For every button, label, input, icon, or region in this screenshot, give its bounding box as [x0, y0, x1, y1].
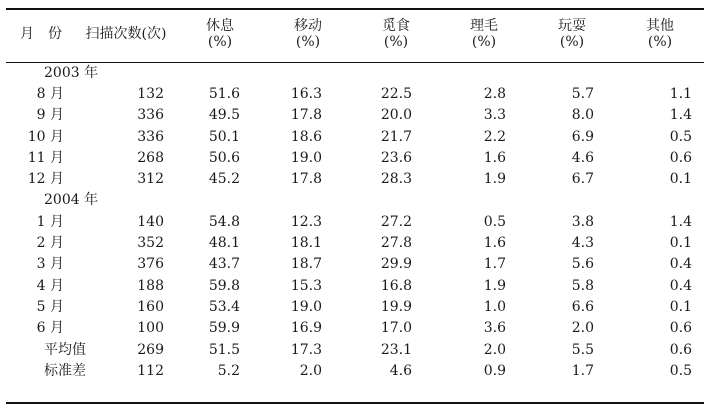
header-feed: [352, 0, 440, 62]
table-row: [6, 254, 704, 275]
cell-rest: 49.5: [208, 107, 240, 124]
cell-groom: 0.5: [483, 213, 506, 230]
cell-groom: 0.9: [483, 362, 506, 379]
cell-groom: 2.8: [483, 85, 506, 102]
cell-other: 0.1: [669, 235, 692, 252]
cell-month: 2 月: [36, 235, 64, 252]
cell-other: 0.6: [669, 341, 692, 358]
cell-feed: 29.9: [380, 256, 412, 273]
cell-other: 0.6: [669, 149, 692, 166]
cell-feed: 23.1: [380, 341, 412, 358]
cell-month: 1 月: [36, 213, 64, 230]
cell-other: 1.1: [669, 85, 692, 102]
cell-play: 5.5: [571, 341, 594, 358]
cell-scans: 352: [137, 235, 164, 252]
cell-rest: 5.2: [217, 362, 240, 379]
cell-move: 17.8: [290, 171, 322, 188]
cell-month: 4 月: [36, 277, 64, 294]
year-row-2003: [6, 62, 704, 83]
cell-play: 4.3: [571, 235, 594, 252]
cell-month: 11 月: [27, 149, 64, 166]
cell-rest: 45.2: [208, 171, 240, 188]
header-scans: 扫描次数(次): [85, 26, 167, 42]
cell-month: 3 月: [36, 256, 64, 273]
cell-other: 0.4: [669, 256, 692, 273]
cell-play: 3.8: [571, 213, 594, 230]
table-row: [6, 105, 704, 126]
cell-move: 12.3: [290, 213, 322, 230]
cell-rest: 51.5: [208, 341, 240, 358]
cell-rest: 59.8: [208, 277, 240, 294]
cell-rest: 51.6: [208, 85, 240, 102]
header-move: [264, 0, 352, 62]
header-groom-unit: (%): [471, 34, 497, 50]
cell-scans: 336: [137, 128, 164, 145]
cell-scans: 312: [137, 171, 164, 188]
cell-rest: 59.9: [208, 320, 240, 337]
cell-move: 18.1: [290, 235, 322, 252]
cell-rest: 50.6: [208, 149, 240, 166]
cell-other: 0.4: [669, 277, 692, 294]
table-row: [6, 275, 704, 296]
cell-groom: 1.0: [483, 298, 506, 315]
cell-groom: 1.7: [483, 256, 506, 273]
cell-play: 1.7: [571, 362, 594, 379]
year-label-2004: 2004 年: [44, 192, 99, 209]
cell-move: 19.0: [290, 298, 322, 315]
cell-groom: 1.6: [483, 149, 506, 166]
cell-other: 0.1: [669, 171, 692, 188]
cell-play: 6.9: [571, 128, 594, 145]
cell-summary-label: 平均值: [44, 341, 86, 358]
cell-groom: 1.6: [483, 235, 506, 252]
cell-month: 5 月: [36, 298, 64, 315]
header-rest-unit: (%): [207, 34, 233, 50]
table-row: [6, 232, 704, 253]
header-other-label: 其他: [646, 18, 674, 34]
header-groom-label: 理毛: [470, 18, 498, 34]
table-row: [6, 211, 704, 232]
table-row: [6, 318, 704, 339]
header-rest: [176, 0, 264, 62]
header-other-unit: (%): [647, 34, 673, 50]
summary-row-stddev: [6, 360, 704, 381]
cell-play: 5.6: [571, 256, 594, 273]
table-header-row: [6, 0, 704, 62]
cell-other: 0.6: [669, 320, 692, 337]
header-other: [616, 0, 704, 62]
cell-move: 2.0: [299, 362, 322, 379]
cell-other: 0.5: [669, 362, 692, 379]
summary-row-mean: [6, 339, 704, 360]
cell-scans: 188: [137, 277, 164, 294]
cell-summary-label: 标准差: [44, 362, 86, 379]
cell-feed: 4.6: [389, 362, 412, 379]
cell-scans: 268: [137, 149, 164, 166]
cell-groom: 1.9: [483, 171, 506, 188]
cell-feed: 21.7: [380, 128, 412, 145]
header-feed-label: 觅食: [382, 18, 410, 34]
cell-other: 0.5: [669, 128, 692, 145]
cell-rest: 54.8: [208, 213, 240, 230]
cell-move: 16.3: [290, 85, 322, 102]
table-row: [6, 147, 704, 168]
table-row: [6, 296, 704, 317]
cell-month: 10 月: [27, 128, 64, 145]
cell-month: 6 月: [36, 320, 64, 337]
header-play-unit: (%): [559, 34, 585, 50]
cell-scans: 336: [137, 107, 164, 124]
cell-other: 1.4: [669, 213, 692, 230]
cell-feed: 23.6: [380, 149, 412, 166]
cell-play: 6.7: [571, 171, 594, 188]
cell-scans: 376: [137, 256, 164, 273]
cell-other: 0.1: [669, 298, 692, 315]
header-groom: [440, 0, 528, 62]
cell-feed: 27.8: [380, 235, 412, 252]
header-move-unit: (%): [295, 34, 321, 50]
year-label-2003: 2003 年: [44, 64, 99, 81]
cell-feed: 20.0: [380, 107, 412, 124]
cell-feed: 28.3: [380, 171, 412, 188]
cell-feed: 19.9: [380, 298, 412, 315]
cell-move: 15.3: [290, 277, 322, 294]
table-bottom-rule: [6, 402, 704, 404]
header-play-label: 玩耍: [558, 18, 586, 34]
table-row: [6, 83, 704, 104]
cell-move: 19.0: [290, 149, 322, 166]
cell-groom: 2.2: [483, 128, 506, 145]
cell-feed: 17.0: [380, 320, 412, 337]
cell-play: 6.6: [571, 298, 594, 315]
cell-rest: 48.1: [208, 235, 240, 252]
cell-rest: 53.4: [208, 298, 240, 315]
cell-groom: 3.3: [483, 107, 506, 124]
cell-play: 4.6: [571, 149, 594, 166]
year-row-2004: [6, 190, 704, 211]
header-month: 月 份: [20, 26, 62, 42]
header-play: [528, 0, 616, 62]
header-move-label: 移动: [294, 18, 322, 34]
cell-play: 5.8: [571, 277, 594, 294]
cell-groom: 3.6: [483, 320, 506, 337]
cell-feed: 27.2: [380, 213, 412, 230]
cell-play: 2.0: [571, 320, 594, 337]
header-feed-unit: (%): [383, 34, 409, 50]
table-row: [6, 126, 704, 147]
cell-groom: 1.9: [483, 277, 506, 294]
cell-scans: 160: [137, 298, 164, 315]
cell-move: 17.3: [290, 341, 322, 358]
activity-budget-table: [6, 0, 704, 381]
cell-month: 8 月: [36, 85, 64, 102]
cell-month: 12 月: [27, 171, 64, 188]
cell-move: 17.8: [290, 107, 322, 124]
cell-move: 16.9: [290, 320, 322, 337]
cell-feed: 22.5: [380, 85, 412, 102]
cell-rest: 50.1: [208, 128, 240, 145]
cell-move: 18.7: [290, 256, 322, 273]
cell-scans: 100: [137, 320, 164, 337]
cell-scans: 132: [137, 85, 164, 102]
cell-play: 8.0: [571, 107, 594, 124]
table-row: [6, 168, 704, 189]
cell-scans: 140: [137, 213, 164, 230]
cell-feed: 16.8: [380, 277, 412, 294]
cell-scans: 269: [137, 341, 164, 358]
cell-other: 1.4: [669, 107, 692, 124]
cell-groom: 2.0: [483, 341, 506, 358]
cell-rest: 43.7: [208, 256, 240, 273]
cell-move: 18.6: [290, 128, 322, 145]
cell-scans: 112: [137, 362, 164, 379]
cell-month: 9 月: [36, 107, 64, 124]
cell-play: 5.7: [571, 85, 594, 102]
header-rest-label: 休息: [206, 18, 234, 34]
